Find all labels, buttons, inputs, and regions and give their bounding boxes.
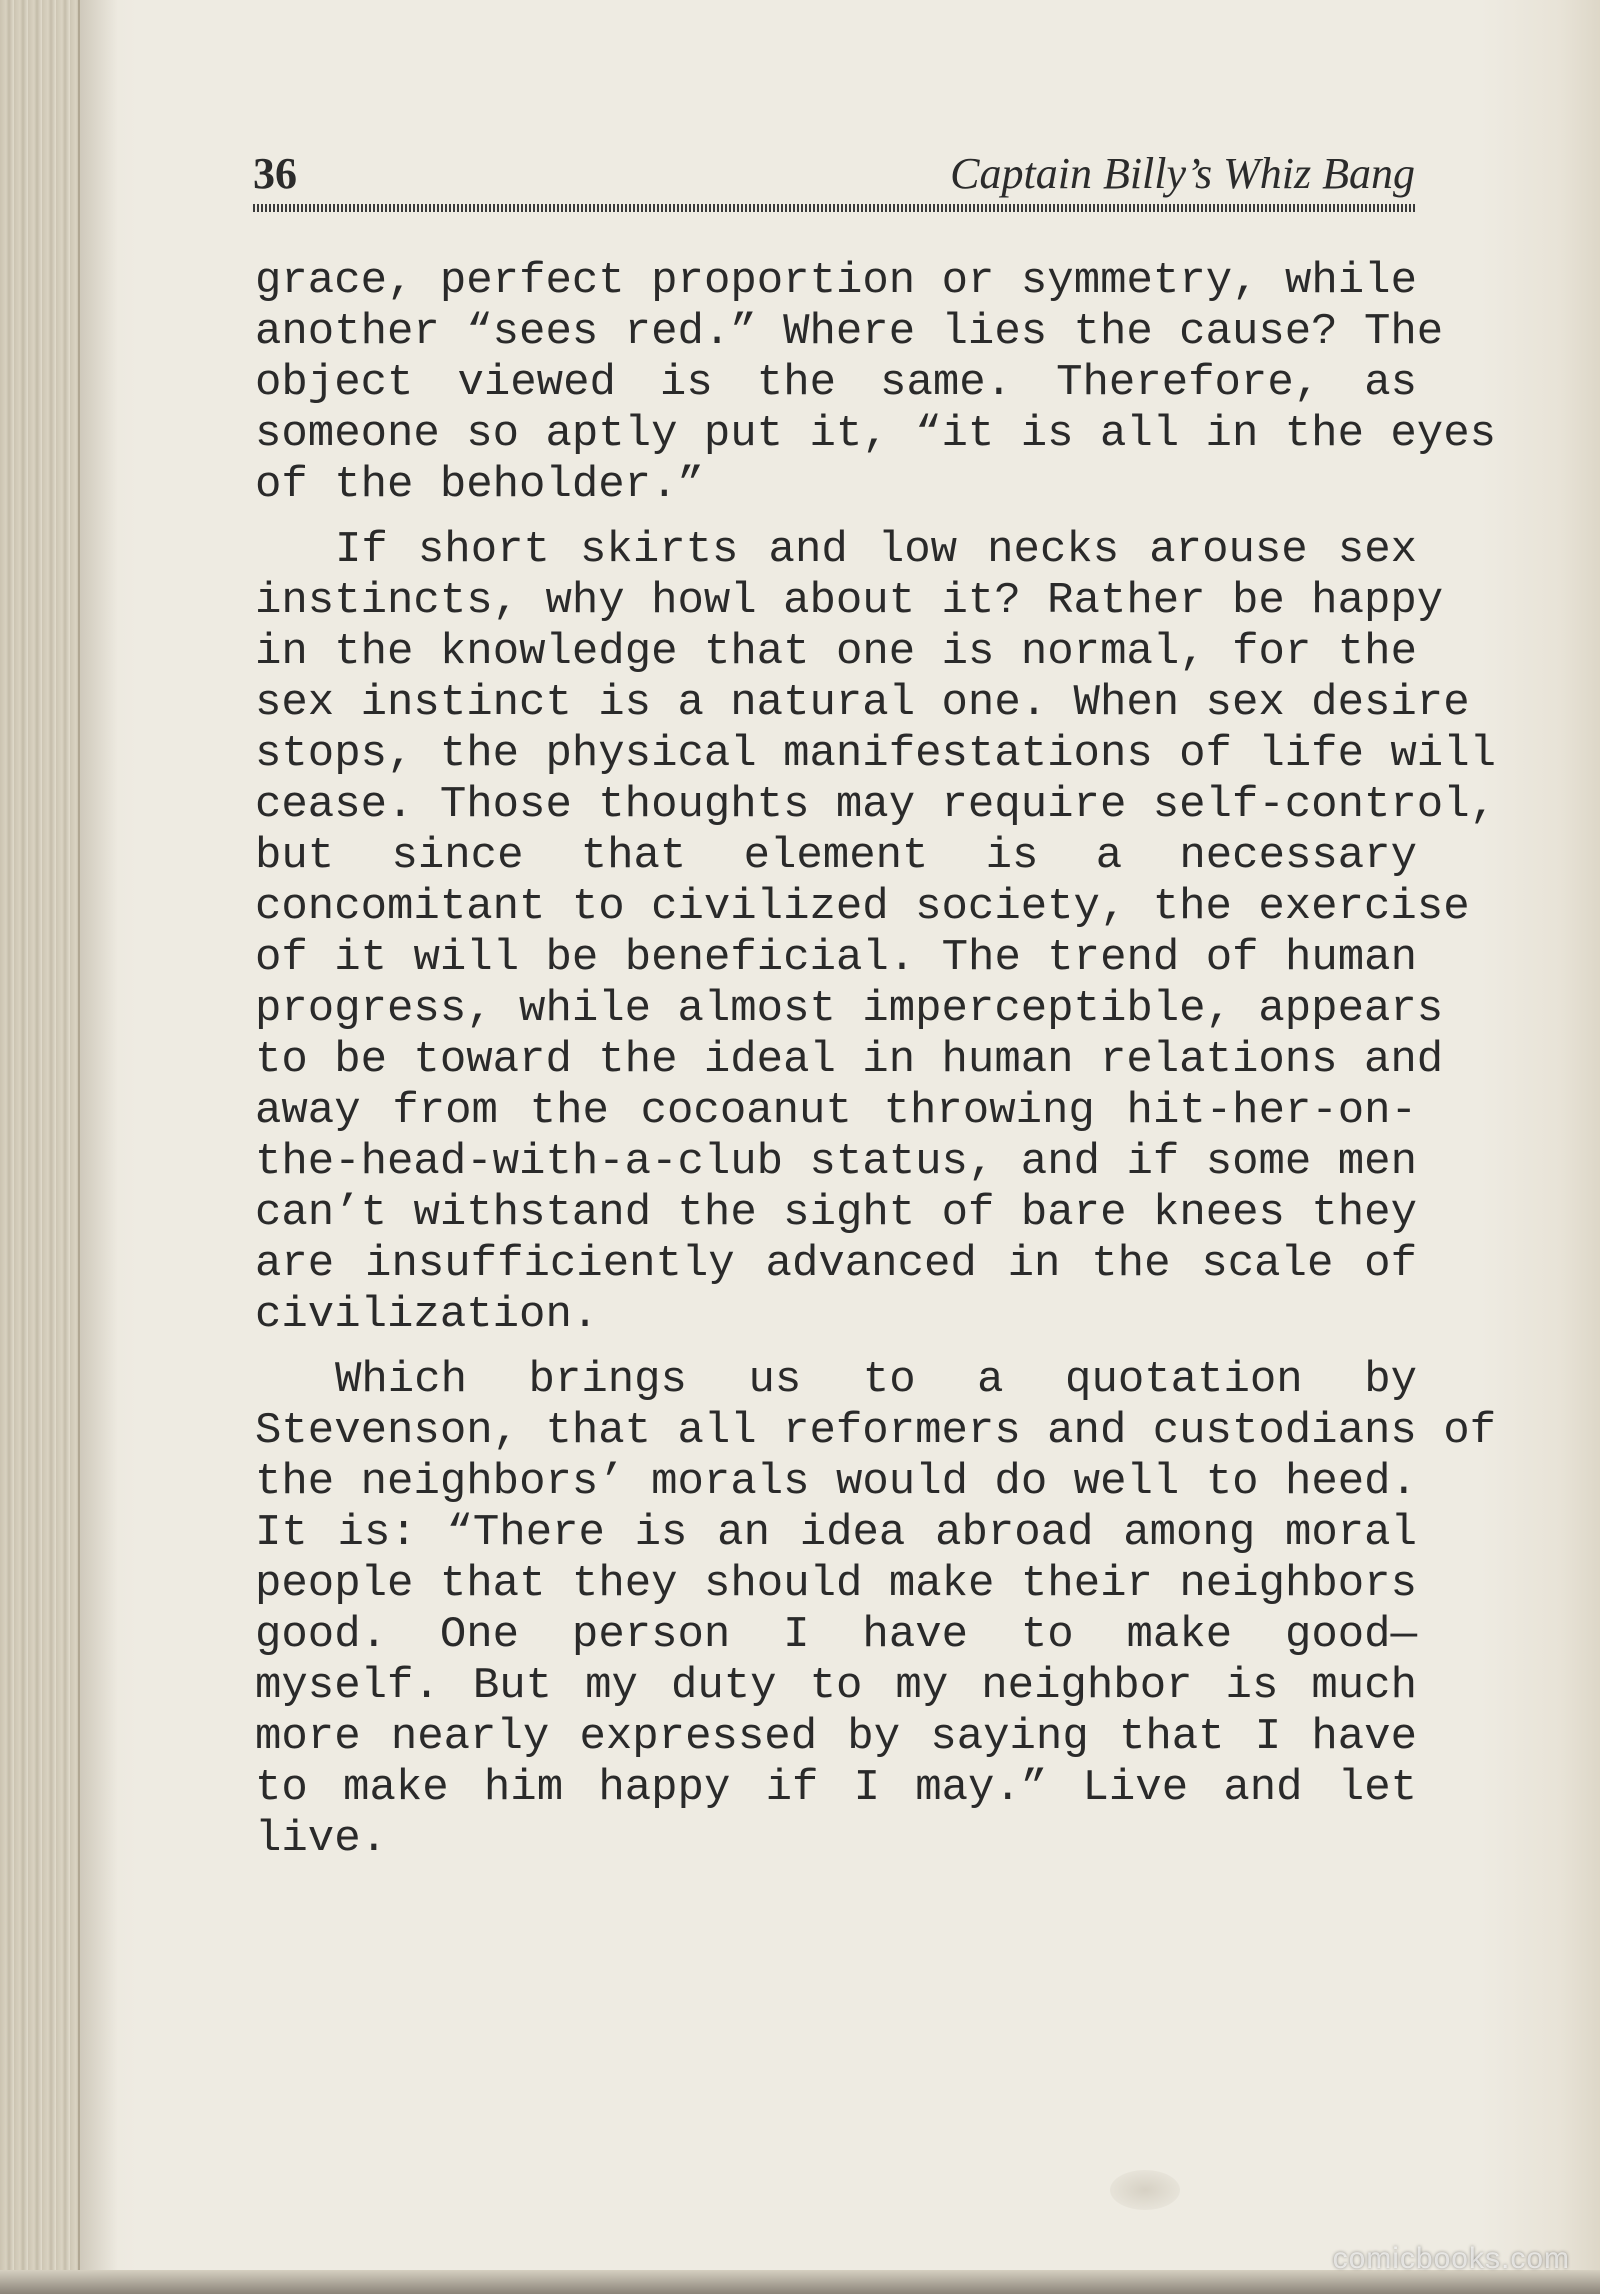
paragraph-1 (255, 256, 1497, 511)
paragraph-2 (255, 525, 1497, 1341)
page-header (253, 148, 1415, 208)
text-line: in the knowledge that one is normal, for the (255, 627, 1417, 677)
text-line: myself. But my duty to my neighbor is much (255, 1661, 1417, 1711)
text-line: civilization. (255, 1290, 599, 1340)
text-line: It is: “There is an idea abroad among moral (255, 1508, 1417, 1558)
text-line: another “sees red.” Where lies the cause? The (255, 307, 1444, 357)
text-line: the-head-with-a-club status, and if some men (255, 1137, 1417, 1187)
spine-shadow (78, 0, 118, 2294)
running-title: Captain Billy’s Whiz Bang (950, 149, 1415, 198)
text-line: the neighbors’ morals would do well to heed. (255, 1457, 1417, 1507)
text-line: of it will be beneficial. The trend of human (255, 933, 1417, 983)
text-line: someone so aptly put it, “it is all in the eyes (255, 409, 1497, 459)
text-line: instincts, why howl about it? Rather be happy (255, 576, 1444, 626)
text-line: away from the cocoanut throwing hit-her-on- (255, 1086, 1417, 1136)
text-line: to be toward the ideal in human relations and (255, 1035, 1444, 1085)
watermark: comicbooks.com (1332, 2242, 1570, 2275)
header-rule (253, 204, 1415, 212)
text-line: to make him happy if I may.” Live and let (255, 1763, 1417, 1813)
text-line: If short skirts and low necks arouse sex (335, 525, 1417, 575)
paragraph-3 (255, 1355, 1497, 1865)
text-line: Which brings us to a quotation by (335, 1355, 1417, 1405)
text-line: progress, while almost imperceptible, appears (255, 984, 1444, 1034)
text-line: of the beholder.” (255, 460, 704, 510)
text-line: but since that element is a necessary (255, 831, 1417, 881)
text-line: cease. Those thoughts may require self-control, (255, 780, 1497, 830)
book-spine-edge (0, 0, 80, 2294)
text-line: people that they should make their neighbors (255, 1559, 1417, 1609)
text-line: good. One person I have to make good— (255, 1610, 1417, 1660)
text-line: object viewed is the same. Therefore, as (255, 358, 1417, 408)
text-line: are insufficiently advanced in the scale of (255, 1239, 1417, 1289)
article-body (255, 256, 1497, 1879)
text-line: grace, perfect proportion or symmetry, while (255, 256, 1417, 306)
text-line: more nearly expressed by saying that I have (255, 1712, 1417, 1762)
text-line: Stevenson, that all reformers and custodians of (255, 1406, 1497, 1456)
text-line: concomitant to civilized society, the exercise (255, 882, 1470, 932)
text-line: can’t withstand the sight of bare knees they (255, 1188, 1417, 1238)
text-line: live. (255, 1814, 388, 1864)
text-line: sex instinct is a natural one. When sex desire (255, 678, 1470, 728)
text-line: stops, the physical manifestations of life will (255, 729, 1497, 779)
page-number: 36 (253, 149, 297, 198)
paper-smudge (1110, 2170, 1180, 2210)
